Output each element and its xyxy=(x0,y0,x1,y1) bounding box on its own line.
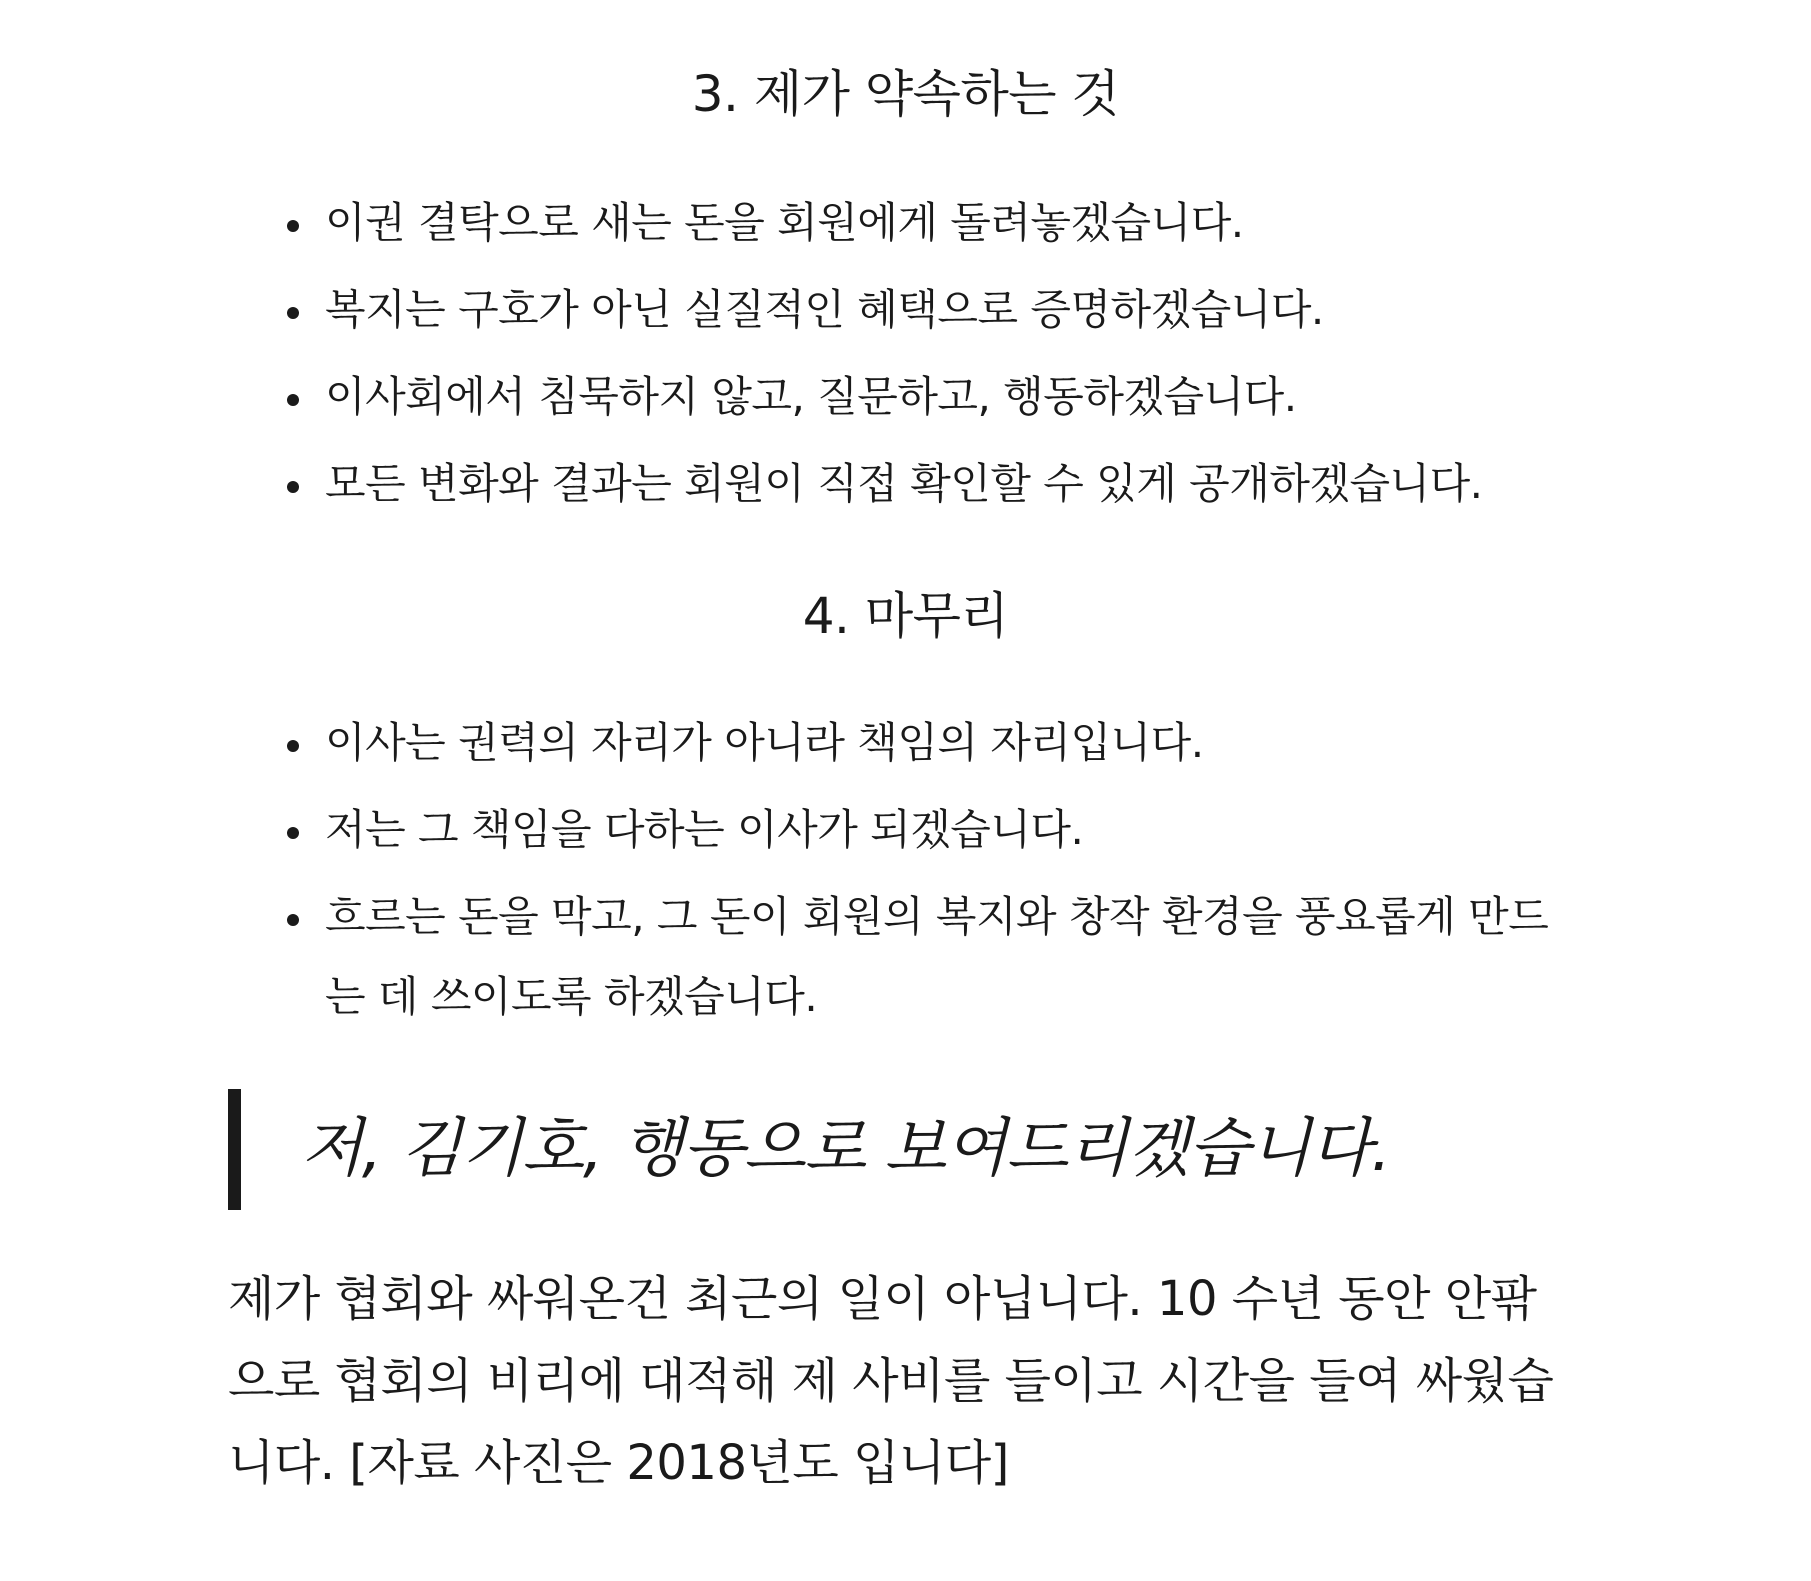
list-item: 흐르는 돈을 막고, 그 돈이 회원의 복지와 창작 환경을 풍요롭게 만드는 데 쓰이도록 하겠습니다. xyxy=(285,877,1575,1037)
list-item: 이권 결탁으로 새는 돈을 회원에게 돌려놓겠습니다. xyxy=(285,183,1575,263)
pull-quote xyxy=(228,1089,1568,1210)
closing-paragraph: 제가 협회와 싸워온건 최근의 일이 아닙니다. 10 수년 동안 안팎으로 협회의 비리에 대적해 제 사비를 들이고 시간을 들여 싸웠습니다. [자료 사진은 2018년도 입니다] xyxy=(228,1271,1554,1491)
list-item: 복지는 구호가 아닌 실질적인 혜택으로 증명하겠습니다. xyxy=(285,270,1575,350)
section-heading-promises: 3. 제가 약속하는 것 xyxy=(691,65,1120,123)
promise-list xyxy=(285,183,1575,531)
list-item: 이사는 권력의 자리가 아니라 책임의 자리입니다. xyxy=(285,703,1575,783)
pull-quote-text: 저, 김기호, 행동으로 보여드리겠습니다. xyxy=(301,1112,1391,1186)
list-item: 이사회에서 침묵하지 않고, 질문하고, 행동하겠습니다. xyxy=(285,357,1575,437)
list-item: 저는 그 책임을 다하는 이사가 되겠습니다. xyxy=(285,790,1575,870)
list-item: 모든 변화와 결과는 회원이 직접 확인할 수 있게 공개하겠습니다. xyxy=(285,444,1575,524)
section-heading-closing: 4. 마무리 xyxy=(802,587,1009,645)
closing-list xyxy=(285,703,1575,1044)
